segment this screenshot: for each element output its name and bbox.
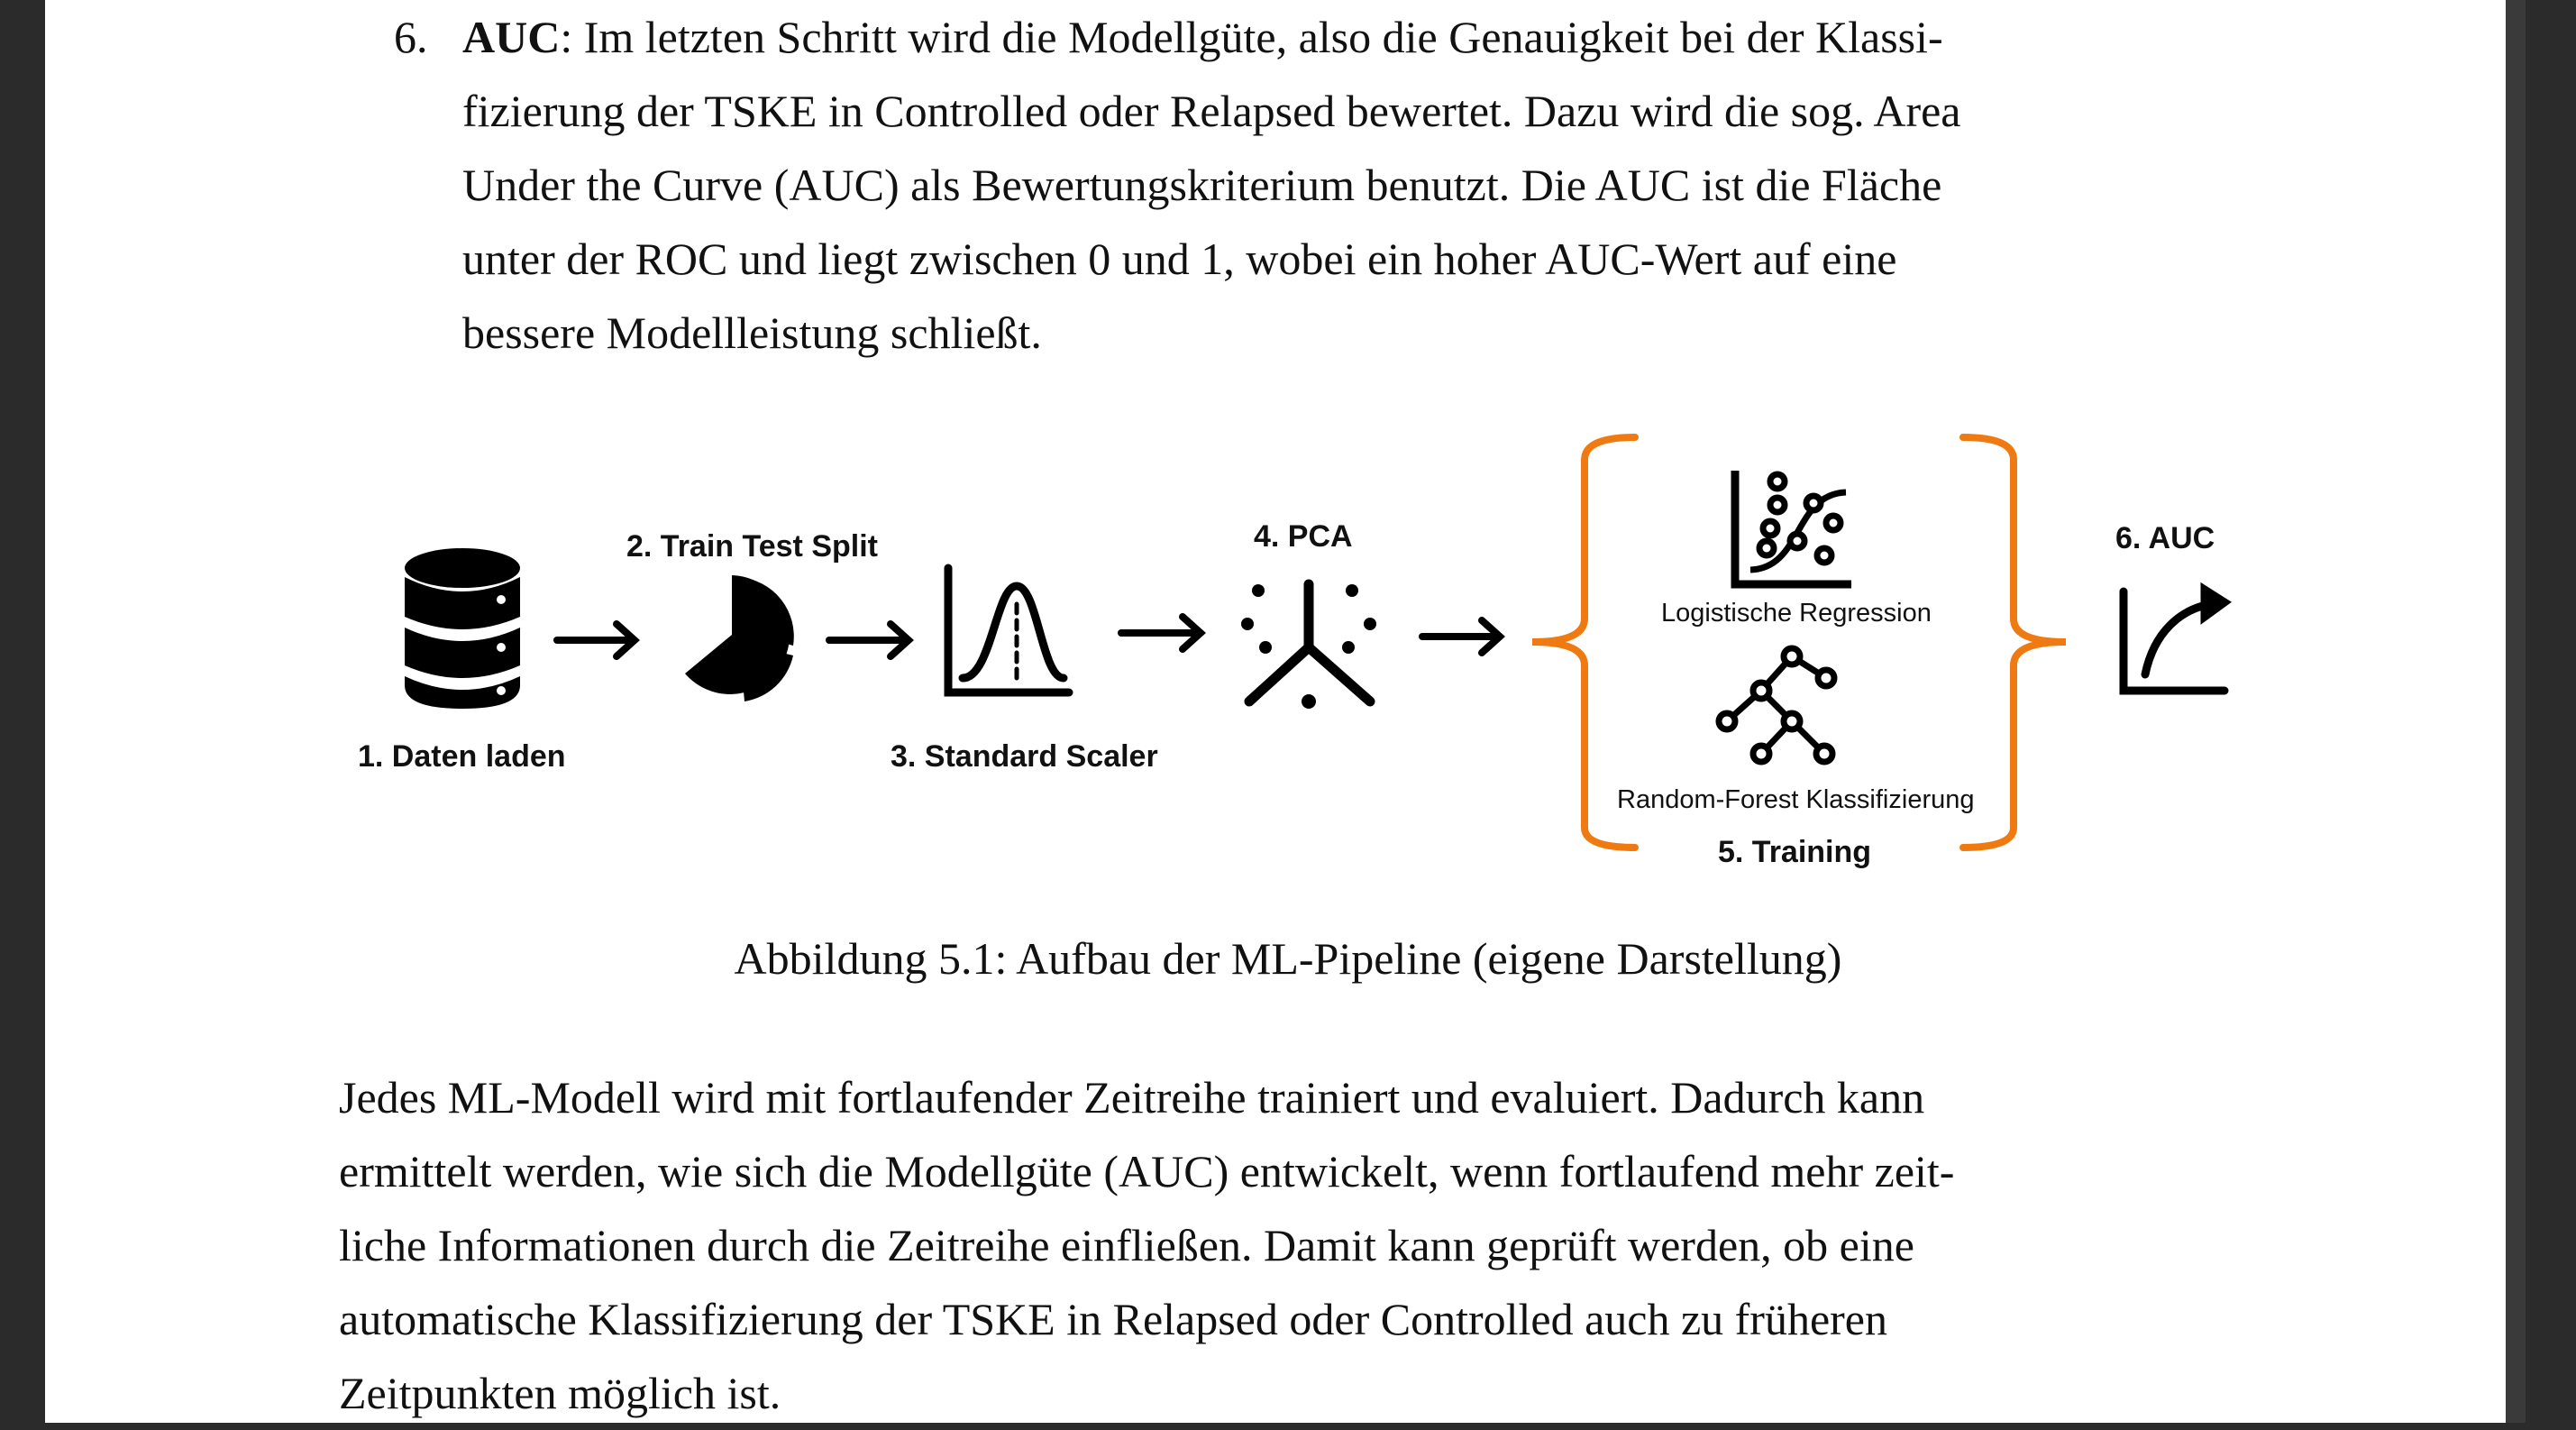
arrow-icon — [557, 624, 635, 656]
database-icon — [405, 548, 520, 709]
decision-tree-icon — [1719, 648, 1834, 762]
list-line-2: fizierung der TSKE in Controlled oder Relapsed bewertet. Dazu wird die sog. Area — [462, 86, 1961, 136]
model-label-logreg: Logistische Regression — [1661, 599, 1932, 628]
step-label-pca: 4. PCA — [1254, 519, 1353, 554]
body-line-1: Jedes ML-Modell wird mit fortlaufender Zeitreihe trainiert und evaluiert. Dadurch kann — [339, 1072, 1925, 1123]
step-label-auc: 6. AUC — [2115, 521, 2215, 555]
pca-icon — [1241, 584, 1376, 709]
auc-curve-icon — [2124, 590, 2224, 691]
model-label-rf: Random-Forest Klassifizierung — [1617, 785, 1975, 814]
body-line-3: liche Informationen durch die Zeitreihe einfließen. Damit kann geprüft werden, ob eine — [339, 1220, 1914, 1270]
arrow-icon — [1422, 620, 1500, 653]
step-label-split: 2. Train Test Split — [626, 529, 878, 564]
step-label-load: 1. Daten laden — [358, 739, 566, 774]
list-term: AUC — [462, 12, 561, 62]
bell-curve-icon — [948, 568, 1069, 692]
step-label-training: 5. Training — [1718, 835, 1872, 869]
pie-chart-icon — [685, 575, 794, 701]
logistic-regression-icon — [1735, 471, 1851, 584]
step-label-scaler: 3. Standard Scaler — [891, 739, 1158, 774]
training-brace-right — [1963, 437, 2066, 848]
list-line-4: unter der ROC und liegt zwischen 0 und 1, wobei ein hoher AUC-Wert auf eine — [462, 234, 1897, 284]
list-line-3: Under the Curve (AUC) als Bewertungskriterium benutzt. Die AUC ist die Fläche — [462, 160, 1942, 210]
body-line-4: automatische Klassifizierung der TSKE in Relapsed oder Controlled auch zu früheren — [339, 1294, 1887, 1344]
list-number: 6. — [394, 12, 428, 62]
arrow-icon — [1121, 617, 1201, 649]
arrow-icon — [829, 624, 909, 656]
figure-caption: Abbildung 5.1: Aufbau der ML-Pipeline (eigene Darstellung) — [734, 933, 1842, 984]
body-line-2: ermittelt werden, wie sich die Modellgüte (AUC) entwickelt, wenn fortlaufend mehr zeit- — [339, 1146, 1955, 1196]
body-line-5: Zeitpunkten möglich ist. — [339, 1368, 781, 1418]
list-line-5: bessere Modellleistung schließt. — [462, 307, 1042, 358]
list-line-1: AUC: Im letzten Schritt wird die Modellgüte, also die Genauigkeit bei der Klassi- — [462, 12, 1943, 62]
